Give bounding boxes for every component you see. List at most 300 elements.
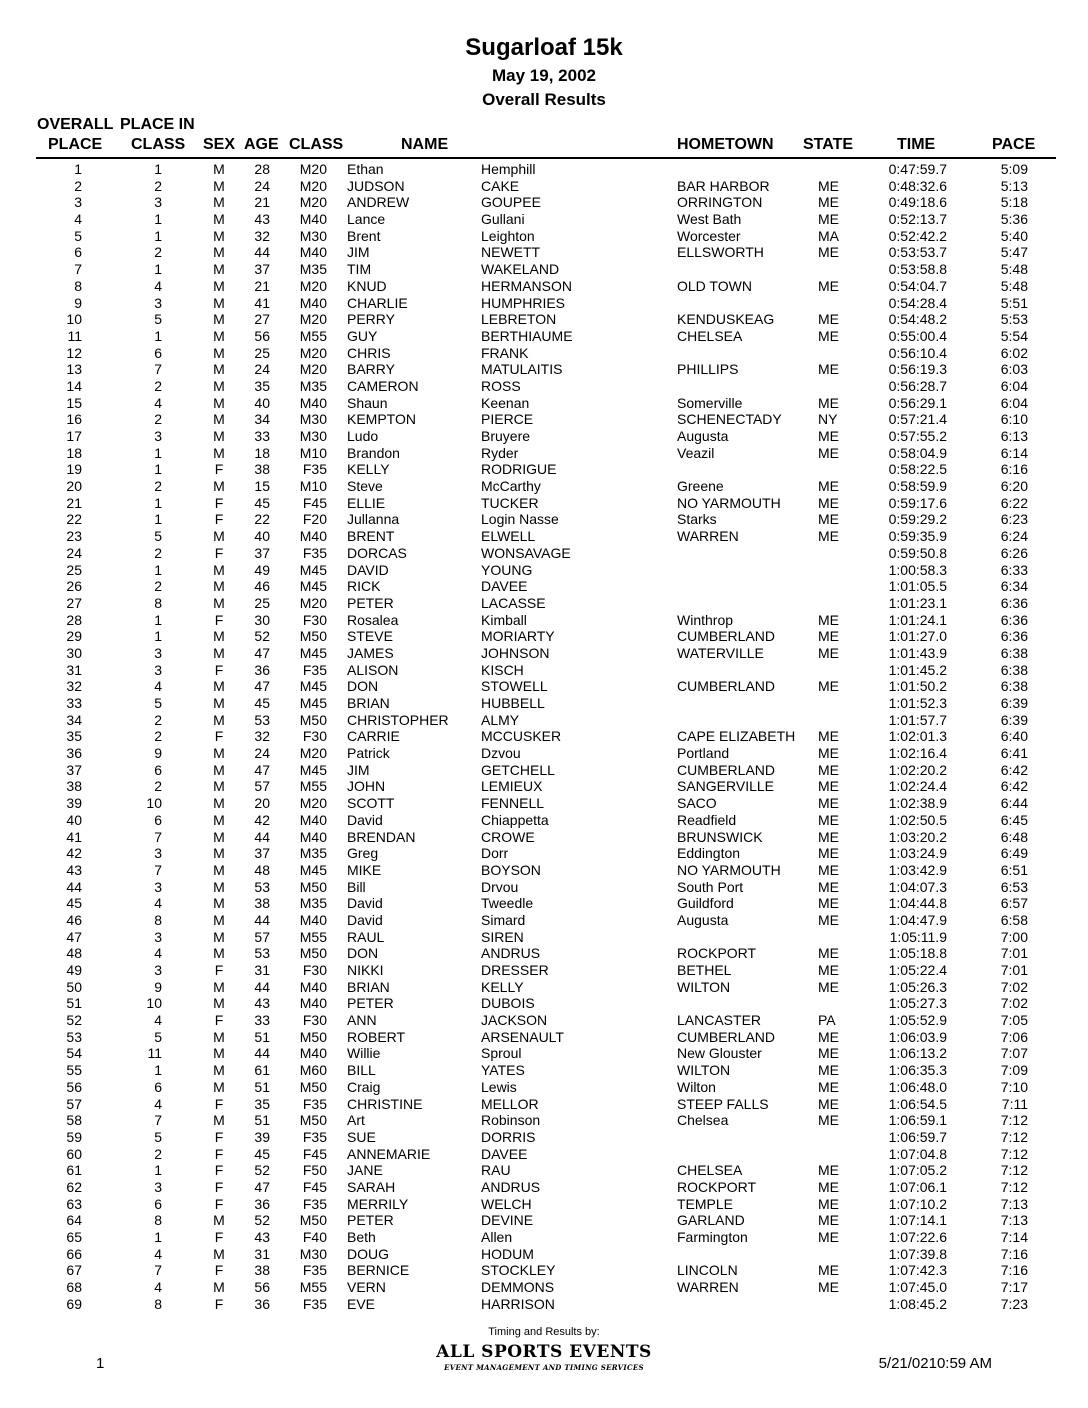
cell-class-place: 2 — [154, 377, 162, 394]
cell-time: 1:02:16.4 — [888, 745, 947, 762]
cell-overall-place: 46 — [66, 911, 82, 928]
cell-first-name: ANN — [347, 1012, 377, 1029]
cell-overall-place: 26 — [66, 578, 82, 595]
table-row — [0, 1279, 1088, 1296]
cell-age: 44 — [254, 1045, 270, 1062]
cell-age: 53 — [254, 711, 270, 728]
cell-pace: 7:12 — [1000, 1162, 1028, 1179]
cell-class-place: 7 — [154, 828, 162, 845]
cell-state: ME — [818, 845, 839, 862]
cell-class: M45 — [299, 678, 327, 695]
cell-class: M40 — [299, 294, 327, 311]
cell-overall-place: 64 — [66, 1212, 82, 1229]
page-subtitle: Overall Results — [482, 90, 606, 109]
cell-hometown: KENDUSKEAG — [677, 311, 775, 328]
table-row — [0, 1029, 1088, 1046]
cell-overall-place: 1 — [74, 161, 82, 177]
cell-age: 37 — [254, 261, 270, 278]
cell-time: 1:06:54.5 — [888, 1095, 947, 1112]
cell-last-name: HODUM — [481, 1245, 534, 1262]
cell-state: ME — [818, 745, 839, 762]
cell-class-place: 3 — [154, 644, 162, 661]
cell-time: 1:07:39.8 — [888, 1245, 947, 1262]
cell-sex: M — [213, 695, 225, 711]
cell-age: 43 — [254, 995, 270, 1012]
table-row — [0, 295, 1088, 312]
table-row — [0, 1045, 1088, 1062]
cell-last-name: Bruyere — [481, 428, 531, 444]
cell-time: 1:08:45.2 — [888, 1295, 947, 1312]
cell-class: F40 — [302, 1229, 327, 1245]
cell-class: F35 — [302, 1095, 327, 1112]
cell-time: 1:01:05.5 — [888, 578, 947, 595]
table-row — [0, 612, 1088, 629]
cell-age: 51 — [254, 1112, 270, 1129]
cell-state: ME — [818, 1262, 839, 1279]
cell-overall-place: 57 — [66, 1095, 82, 1112]
cell-age: 38 — [254, 461, 270, 478]
cell-state: ME — [818, 878, 839, 895]
cell-pace: 7:13 — [1000, 1195, 1028, 1212]
cell-state: ME — [818, 361, 839, 378]
cell-age: 33 — [254, 428, 270, 444]
cell-overall-place: 12 — [66, 344, 82, 361]
cell-pace: 7:13 — [1000, 1212, 1028, 1229]
cell-hometown: Worcester — [677, 227, 741, 244]
cell-class-place: 1 — [154, 161, 162, 177]
cell-last-name: Hemphill — [481, 161, 536, 177]
cell-sex: M — [213, 478, 225, 495]
cell-hometown: NO YARMOUTH — [677, 494, 781, 511]
cell-class: M30 — [299, 227, 327, 244]
cell-overall-place: 24 — [66, 544, 82, 561]
cell-time: 1:01:23.1 — [888, 594, 947, 611]
cell-hometown: ROCKPORT — [677, 945, 757, 962]
cell-last-name: STOCKLEY — [481, 1262, 556, 1279]
table-row — [0, 662, 1088, 679]
cell-class: M20 — [299, 745, 327, 762]
cell-sex: F — [214, 511, 224, 528]
cell-age: 39 — [254, 1128, 270, 1145]
cell-last-name: DAVEE — [481, 578, 528, 595]
table-row — [0, 428, 1088, 445]
cell-sex: M — [213, 177, 225, 194]
cell-class: M40 — [299, 394, 327, 411]
cell-first-name: BERNICE — [347, 1262, 410, 1279]
cell-time: 1:03:42.9 — [888, 861, 947, 878]
cell-class: F45 — [302, 1178, 327, 1195]
cell-age: 47 — [254, 1178, 270, 1195]
table-row — [0, 194, 1088, 211]
cell-sex: F — [214, 1295, 224, 1312]
col-place-in-class: CLASS — [131, 136, 186, 153]
cell-sex: M — [213, 895, 225, 912]
event-date: May 19, 2002 — [492, 66, 596, 85]
cell-first-name: Brandon — [347, 444, 400, 461]
cell-sex: F — [214, 1229, 224, 1245]
cell-time: 0:47:59.7 — [888, 161, 947, 177]
cell-overall-place: 16 — [66, 411, 82, 428]
cell-class-place: 4 — [154, 1245, 162, 1262]
cell-last-name: FRANK — [481, 344, 529, 361]
cell-overall-place: 38 — [66, 778, 82, 795]
cell-class-place: 1 — [154, 461, 162, 478]
cell-age: 45 — [254, 695, 270, 711]
cell-class: M45 — [299, 761, 327, 778]
cell-first-name: ROBERT — [347, 1028, 406, 1045]
cell-pace: 6:10 — [1000, 411, 1028, 428]
cell-last-name: BOYSON — [481, 861, 541, 878]
cell-hometown: STEEP FALLS — [677, 1095, 769, 1112]
cell-last-name: GETCHELL — [481, 761, 555, 778]
cell-pace: 6:41 — [1000, 745, 1028, 762]
cell-last-name: Tweedle — [481, 895, 534, 912]
cell-pace: 5:40 — [1000, 227, 1028, 244]
cell-time: 1:01:57.7 — [888, 711, 947, 728]
cell-overall-place: 54 — [66, 1045, 82, 1062]
cell-class: M55 — [299, 1279, 327, 1296]
cell-pace: 7:12 — [1000, 1112, 1028, 1129]
cell-age: 24 — [254, 745, 270, 762]
table-row — [0, 912, 1088, 929]
cell-age: 22 — [254, 511, 270, 528]
cell-class: M40 — [299, 995, 327, 1012]
cell-class-place: 1 — [154, 511, 162, 528]
cell-age: 47 — [254, 678, 270, 695]
cell-hometown: CUMBERLAND — [677, 761, 776, 778]
cell-age: 32 — [254, 728, 270, 745]
cell-time: 1:05:22.4 — [888, 962, 947, 978]
table-row — [0, 228, 1088, 245]
cell-last-name: ANDRUS — [481, 945, 541, 962]
cell-last-name: FENNELL — [481, 795, 545, 812]
cell-pace: 6:04 — [1000, 377, 1028, 394]
table-row — [0, 328, 1088, 345]
cell-class-place: 3 — [154, 194, 162, 211]
cell-first-name: JIM — [347, 761, 370, 778]
cell-sex: M — [213, 995, 225, 1012]
cell-overall-place: 59 — [66, 1128, 82, 1145]
cell-sex: M — [213, 845, 225, 862]
cell-state: ME — [818, 528, 839, 545]
cell-sex: M — [213, 161, 225, 177]
cell-class-place: 5 — [154, 1028, 162, 1045]
cell-state: ME — [818, 444, 839, 461]
cell-time: 0:49:18.6 — [888, 194, 947, 211]
cell-sex: M — [213, 244, 225, 261]
cell-first-name: KNUD — [347, 277, 387, 294]
cell-age: 36 — [254, 1295, 270, 1312]
cell-pace: 6:13 — [1000, 428, 1028, 444]
cell-age: 57 — [254, 928, 270, 945]
cell-sex: M — [213, 361, 225, 378]
cell-hometown: ROCKPORT — [677, 1178, 757, 1195]
cell-age: 38 — [254, 1262, 270, 1279]
cell-age: 20 — [254, 795, 270, 812]
cell-overall-place: 7 — [74, 261, 82, 278]
cell-time: 1:01:27.0 — [888, 628, 947, 645]
cell-age: 52 — [254, 1162, 270, 1179]
cell-first-name: SUE — [347, 1128, 376, 1145]
cell-class-place: 1 — [154, 1162, 162, 1179]
cell-sex: M — [213, 277, 225, 294]
cell-overall-place: 28 — [66, 611, 82, 628]
cell-time: 0:53:53.7 — [888, 244, 947, 261]
col-pace: PACE — [992, 136, 1036, 153]
table-row — [0, 1096, 1088, 1113]
cell-class-place: 2 — [154, 778, 162, 795]
cell-last-name: Simard — [481, 911, 526, 928]
cell-last-name: MATULAITIS — [481, 361, 563, 378]
cell-hometown: Readfield — [677, 811, 737, 828]
cell-age: 35 — [254, 377, 270, 394]
cell-pace: 7:12 — [1000, 1128, 1028, 1145]
col-sex: SEX — [203, 136, 236, 153]
cell-sex: M — [213, 745, 225, 762]
cell-overall-place: 25 — [66, 561, 82, 578]
table-row — [0, 1296, 1088, 1313]
cell-last-name: RODRIGUE — [481, 461, 557, 478]
cell-class-place: 4 — [154, 678, 162, 695]
cell-first-name: Craig — [347, 1078, 381, 1095]
cell-sex: M — [213, 761, 225, 778]
cell-hometown: Winthrop — [677, 611, 734, 628]
cell-time: 1:07:10.2 — [888, 1195, 947, 1212]
cell-first-name: JUDSON — [347, 177, 405, 194]
cell-last-name: WONSAVAGE — [481, 544, 571, 561]
cell-class-place: 5 — [154, 528, 162, 545]
cell-time: 1:07:45.0 — [888, 1279, 947, 1296]
cell-class-place: 7 — [154, 1112, 162, 1129]
cell-class: F35 — [302, 1262, 327, 1279]
cell-state: ME — [818, 1212, 839, 1229]
cell-pace: 7:16 — [1000, 1245, 1028, 1262]
cell-class-place: 8 — [154, 1212, 162, 1229]
cell-time: 1:01:43.9 — [888, 644, 947, 661]
cell-sex: M — [213, 678, 225, 695]
cell-first-name: JOHN — [347, 778, 386, 795]
cell-time: 0:59:50.8 — [888, 544, 947, 561]
cell-class-place: 3 — [154, 878, 162, 895]
cell-sex: M — [213, 194, 225, 211]
cell-last-name: DUBOIS — [481, 995, 535, 1012]
cell-hometown: CUMBERLAND — [677, 1028, 776, 1045]
cell-pace: 7:17 — [1000, 1279, 1028, 1296]
cell-sex: M — [213, 644, 225, 661]
cell-hometown: Guildford — [677, 895, 734, 912]
cell-overall-place: 34 — [66, 711, 82, 728]
cell-class: M50 — [299, 1212, 327, 1229]
cell-state: ME — [818, 277, 839, 294]
cell-hometown: NO YARMOUTH — [677, 861, 781, 878]
cell-sex: M — [213, 861, 225, 878]
cell-class-place: 2 — [154, 244, 162, 261]
cell-overall-place: 37 — [66, 761, 82, 778]
table-row — [0, 645, 1088, 662]
cell-state: ME — [818, 611, 839, 628]
cell-overall-place: 18 — [66, 444, 82, 461]
cell-pace: 6:36 — [1000, 594, 1028, 611]
cell-last-name: WELCH — [481, 1195, 532, 1212]
cell-class: M55 — [299, 778, 327, 795]
cell-pace: 7:01 — [1000, 945, 1028, 962]
cell-overall-place: 27 — [66, 594, 82, 611]
cell-hometown: SANGERVILLE — [677, 778, 775, 795]
table-row — [0, 244, 1088, 261]
cell-time: 1:05:27.3 — [888, 995, 947, 1012]
cell-last-name: JOHNSON — [481, 644, 550, 661]
cell-first-name: KEMPTON — [347, 411, 416, 428]
cell-last-name: TUCKER — [481, 494, 539, 511]
cell-class: F35 — [302, 1128, 327, 1145]
cell-last-name: Lewis — [481, 1078, 517, 1095]
cell-pace: 6:20 — [1000, 478, 1028, 495]
cell-time: 1:04:44.8 — [888, 895, 947, 912]
cell-hometown: Chelsea — [677, 1112, 729, 1129]
cell-sex: M — [213, 911, 225, 928]
table-row — [0, 1179, 1088, 1196]
cell-first-name: BILL — [347, 1062, 376, 1079]
cell-state: NY — [818, 411, 838, 428]
cell-state: ME — [818, 511, 839, 528]
cell-class: M20 — [299, 361, 327, 378]
cell-overall-place: 8 — [74, 277, 82, 294]
cell-time: 1:02:38.9 — [888, 795, 947, 812]
cell-time: 0:59:29.2 — [888, 511, 947, 528]
cell-class: M45 — [299, 644, 327, 661]
col-age: AGE — [244, 136, 279, 153]
table-row — [0, 728, 1088, 745]
table-row — [0, 829, 1088, 846]
cell-last-name: Chiappetta — [481, 811, 549, 828]
cell-sex: M — [213, 377, 225, 394]
cell-hometown: SACO — [677, 795, 717, 812]
cell-pace: 5:18 — [1000, 194, 1028, 211]
cell-first-name: EVE — [347, 1295, 376, 1312]
cell-age: 44 — [254, 978, 270, 995]
cell-class: M40 — [299, 1045, 327, 1062]
cell-class-place: 3 — [154, 1178, 162, 1195]
cell-hometown: Eddington — [677, 845, 741, 862]
cell-overall-place: 60 — [66, 1145, 82, 1162]
cell-state: ME — [818, 1178, 839, 1195]
cell-first-name: DON — [347, 945, 379, 962]
col-state: STATE — [803, 136, 854, 153]
cell-first-name: CHRISTINE — [347, 1095, 423, 1112]
cell-first-name: ANDREW — [347, 194, 410, 211]
cell-age: 35 — [254, 1095, 270, 1112]
cell-class: F30 — [302, 962, 327, 978]
cell-pace: 7:05 — [1000, 1012, 1028, 1029]
cell-pace: 7:01 — [1000, 962, 1028, 978]
table-row — [0, 1246, 1088, 1263]
cell-first-name: CAMERON — [347, 377, 419, 394]
cell-sex: M — [213, 578, 225, 595]
cell-last-name: MORIARTY — [481, 628, 555, 645]
cell-overall-place: 23 — [66, 528, 82, 545]
cell-hometown: Portland — [677, 745, 730, 762]
cell-overall-place: 35 — [66, 728, 82, 745]
cell-time: 1:01:45.2 — [888, 661, 947, 678]
cell-state: ME — [818, 1279, 839, 1296]
cell-first-name: DAVID — [347, 561, 389, 578]
table-row — [0, 678, 1088, 695]
table-row — [0, 178, 1088, 195]
cell-sex: M — [213, 444, 225, 461]
cell-time: 1:06:59.1 — [888, 1112, 947, 1129]
cell-class-place: 1 — [154, 611, 162, 628]
cell-class: F20 — [302, 511, 327, 528]
cell-hometown: SCHENECTADY — [677, 411, 782, 428]
cell-overall-place: 65 — [66, 1229, 82, 1245]
cell-overall-place: 29 — [66, 628, 82, 645]
cell-overall-place: 20 — [66, 478, 82, 495]
cell-first-name: Brent — [347, 227, 381, 244]
cell-last-name: Dorr — [481, 845, 509, 862]
cell-sex: M — [213, 828, 225, 845]
cell-last-name: DEVINE — [481, 1212, 534, 1229]
cell-age: 42 — [254, 811, 270, 828]
cell-class-place: 1 — [154, 561, 162, 578]
cell-last-name: Kimball — [481, 611, 527, 628]
cell-first-name: STEVE — [347, 628, 393, 645]
cell-hometown: Somerville — [677, 394, 743, 411]
cell-sex: F — [214, 1128, 224, 1145]
table-row — [0, 528, 1088, 545]
cell-time: 1:03:20.2 — [888, 828, 947, 845]
cell-class: M40 — [299, 244, 327, 261]
cell-overall-place: 21 — [66, 494, 82, 511]
cell-sex: M — [213, 711, 225, 728]
col-time: TIME — [897, 136, 936, 153]
cell-class: M45 — [299, 561, 327, 578]
cell-class-place: 1 — [154, 327, 162, 344]
table-row — [0, 445, 1088, 462]
cell-age: 45 — [254, 1145, 270, 1162]
cell-class: F35 — [302, 661, 327, 678]
table-row — [0, 461, 1088, 478]
cell-class: M20 — [299, 161, 327, 177]
cell-pace: 6:26 — [1000, 544, 1028, 561]
cell-pace: 6:24 — [1000, 528, 1028, 545]
col-class: CLASS — [289, 136, 344, 153]
cell-hometown: ELLSWORTH — [677, 244, 764, 261]
cell-time: 0:54:04.7 — [888, 277, 947, 294]
cell-class: M50 — [299, 1028, 327, 1045]
cell-hometown: CAPE ELIZABETH — [677, 728, 796, 745]
cell-state: ME — [818, 778, 839, 795]
col-class-top: PLACE IN — [120, 116, 195, 133]
cell-pace: 7:10 — [1000, 1078, 1028, 1095]
cell-hometown: ORRINGTON — [677, 194, 763, 211]
cell-first-name: GUY — [347, 327, 378, 344]
cell-age: 44 — [254, 828, 270, 845]
cell-last-name: MELLOR — [481, 1095, 539, 1112]
cell-pace: 6:49 — [1000, 845, 1028, 862]
cell-sex: M — [213, 878, 225, 895]
cell-state: ME — [818, 1162, 839, 1179]
cell-overall-place: 3 — [74, 194, 82, 211]
cell-class-place: 2 — [154, 478, 162, 495]
cell-class: M35 — [299, 845, 327, 862]
cell-last-name: Ryder — [481, 444, 519, 461]
cell-time: 1:01:52.3 — [888, 695, 947, 711]
cell-age: 28 — [254, 161, 270, 177]
cell-overall-place: 50 — [66, 978, 82, 995]
cell-last-name: GOUPEE — [481, 194, 541, 211]
cell-state: ME — [818, 1195, 839, 1212]
col-name: NAME — [401, 136, 449, 153]
